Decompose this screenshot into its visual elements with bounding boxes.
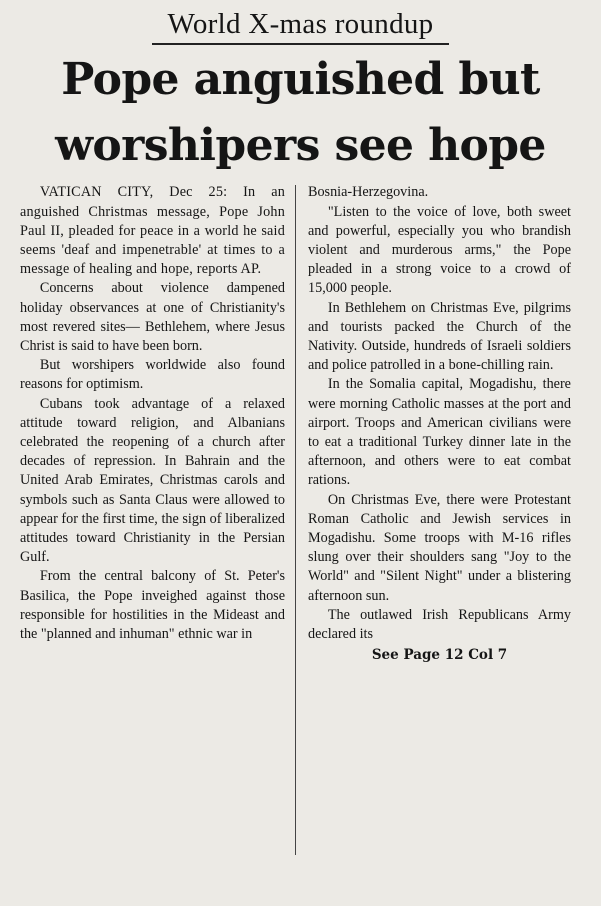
paragraph: Cubans took advantage of a relaxed attitude toward religion, and Albanians celebrated the reopening of a church after decades of repression. In Bahrain and the United Arab Emirates, Christmas carols and symbols such as Santa Claus were allowed to appear for the first time, the sign of liberalized attitudes toward Christianity in the Persian Gulf. xyxy=(20,395,285,566)
left-column xyxy=(10,183,295,859)
headline-line-2: worshipers see hope xyxy=(55,120,546,172)
paragraph: In the Somalia capital, Mogadishu, there were morning Catholic masses at the port and airport. Troops and American civilians were to eat a traditional Turkey dinner late in the afternoon, and others were to eat combat rations. xyxy=(308,376,571,489)
article-body xyxy=(10,183,591,859)
paragraph: The outlawed Irish Republicans Army declared its xyxy=(308,606,571,643)
paragraph: "Listen to the voice of love, both sweet and powerful, especially you who brandish violent and murderous arms," the Pope pleaded in a strong voice to a crowd of 15,000 people. xyxy=(308,203,571,297)
section-kicker: World X-mas roundup xyxy=(152,4,450,45)
right-column xyxy=(296,183,581,859)
headline-line-1: Pope anguished but xyxy=(61,54,540,106)
paragraph: But worshipers worldwide also found reasons for optimism. xyxy=(20,357,285,393)
headline xyxy=(10,47,591,179)
paragraph: Bosnia-Herzegovina. xyxy=(308,184,429,201)
paragraph: On Christmas Eve, there were Protestant Roman Catholic and Jewish services in Mogadishu. Some troops with M-16 rifles slung over their shoulders sang "Joy to the World" and "Silent Night" under a blistering afternoon sun. xyxy=(308,491,571,604)
paragraph: In Bethlehem on Christmas Eve, pilgrims and tourists packed the Church of the Nativity. Outside, hundreds of Israeli soldiers and police patrolled in a bone-chilling rain. xyxy=(308,299,571,374)
continuation-note: See Page 12 Col 7 xyxy=(371,647,508,664)
paragraph: From the central balcony of St. Peter's Basilica, the Pope inveighed against those responsible for hostilities in the Mideast and the "planned and inhuman" ethnic war in xyxy=(20,568,285,643)
paragraph: Concerns about violence dampened holiday observances at one of Christianity's most revered sites— Bethlehem, where Jesus Christ is said to have been born. xyxy=(20,280,285,354)
kicker-block xyxy=(10,4,591,45)
paragraph: VATICAN CITY, Dec 25: In an anguished Christmas message, Pope John Paul II, pleaded for peace in a world he said seems 'deaf and impenetrable' at times to a message of healing and hope, reports AP. xyxy=(20,184,285,278)
